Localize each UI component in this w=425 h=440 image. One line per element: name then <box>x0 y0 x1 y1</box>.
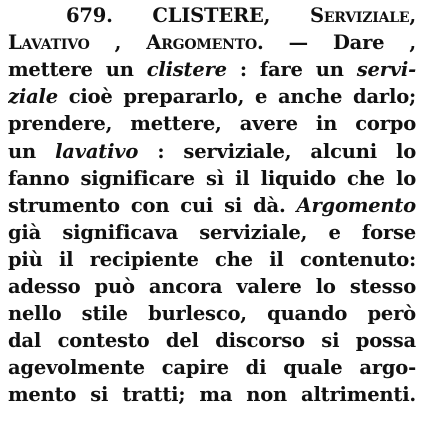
text-segment: : fare un <box>226 58 357 82</box>
entry-heading-line <box>66 2 416 29</box>
text-segment: dal contesto del discorso si possa <box>8 329 416 353</box>
text-segment: un <box>8 139 56 163</box>
text-line <box>8 192 416 219</box>
text-line <box>8 246 416 273</box>
text-line <box>8 354 416 381</box>
text-line <box>8 219 416 246</box>
italic-term: clistere <box>146 58 227 82</box>
text-segment: più il recipiente che il contenuto: <box>8 247 416 271</box>
text-segment: agevolmente capire di quale argo- <box>8 356 416 380</box>
text-line <box>8 300 416 327</box>
text-line <box>8 138 416 165</box>
text-line <box>8 165 416 192</box>
text-segment: fanno significare sì il liquido che lo <box>8 166 416 190</box>
text-segment: 679. CLISTERE, <box>66 4 310 27</box>
small-caps-term: Serviziale, <box>309 4 416 27</box>
text-segment: cioè prepararlo, e anche darlo; <box>57 85 416 109</box>
text-line <box>8 56 416 83</box>
text-segment: — Dare , <box>263 31 416 55</box>
italic-term: Argomento <box>296 193 416 217</box>
text-segment: prendere, mettere, avere in corpo <box>8 112 416 136</box>
italic-term: servi- <box>356 58 416 82</box>
text-line <box>8 381 416 408</box>
text-segment: mettere un <box>8 58 147 82</box>
italic-term: lavativo <box>55 139 139 163</box>
text-segment: mento si tratti; ma non altrimenti. <box>8 383 416 407</box>
text-segment: strumento con cui si dà. <box>8 193 297 217</box>
text-segment: : serviziale, alcuni lo <box>138 139 416 163</box>
text-line <box>8 327 416 354</box>
text-segment: nello stile burlesco, quando però <box>8 302 416 326</box>
italic-term: ziale <box>8 85 58 109</box>
text-line <box>8 29 416 56</box>
text-segment: già significava serviziale, e forse <box>8 220 416 244</box>
small-caps-term: Lavativo , Argomento. <box>8 31 264 55</box>
text-line <box>8 83 416 110</box>
text-segment: adesso può ancora valere lo stesso <box>8 275 416 298</box>
text-line <box>8 110 416 137</box>
text-line <box>8 273 416 300</box>
